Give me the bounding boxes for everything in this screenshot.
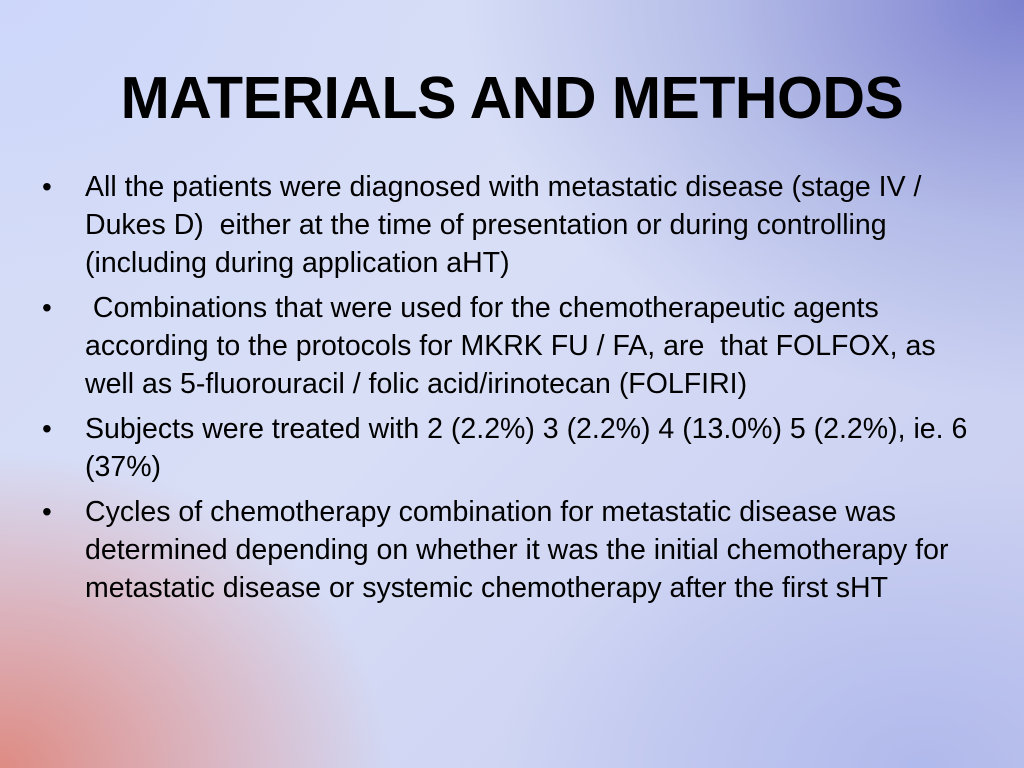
bullet-item: [42, 168, 992, 282]
slide-title: MATERIALS AND METHODS: [120, 65, 904, 131]
bullet-item: [42, 289, 992, 403]
bullet-dot-icon: •: [42, 413, 52, 444]
bullet-list: [42, 168, 992, 614]
bullet-text: Cycles of chemotherapy combination for metastatic disease was determined depending on whether it was the initial chemotherapy for metastatic disease or systemic chemotherapy after the first sHT: [85, 496, 957, 604]
bullet-text: Subjects were treated with 2 (2.2%) 3 (2.2%) 4 (13.0%) 5 (2.2%), ie. 6 (37%): [85, 413, 976, 483]
bullet-item: [42, 493, 992, 607]
bullet-dot-icon: •: [42, 171, 52, 202]
bullet-text: Combinations that were used for the chemotherapeutic agents according to the protocols for MKRK FU / FA, are that FOLFOX, as well as 5-fluorouracil / folic acid/irinotecan (FOLFIRI): [85, 292, 944, 400]
bullet-text: All the patients were diagnosed with metastatic disease (stage IV / Dukes D) either at the time of presentation or during controlling (including during application aHT): [85, 171, 930, 279]
bullet-dot-icon: •: [42, 496, 52, 527]
bullet-item: [42, 410, 992, 486]
bullet-dot-icon: •: [42, 292, 52, 323]
